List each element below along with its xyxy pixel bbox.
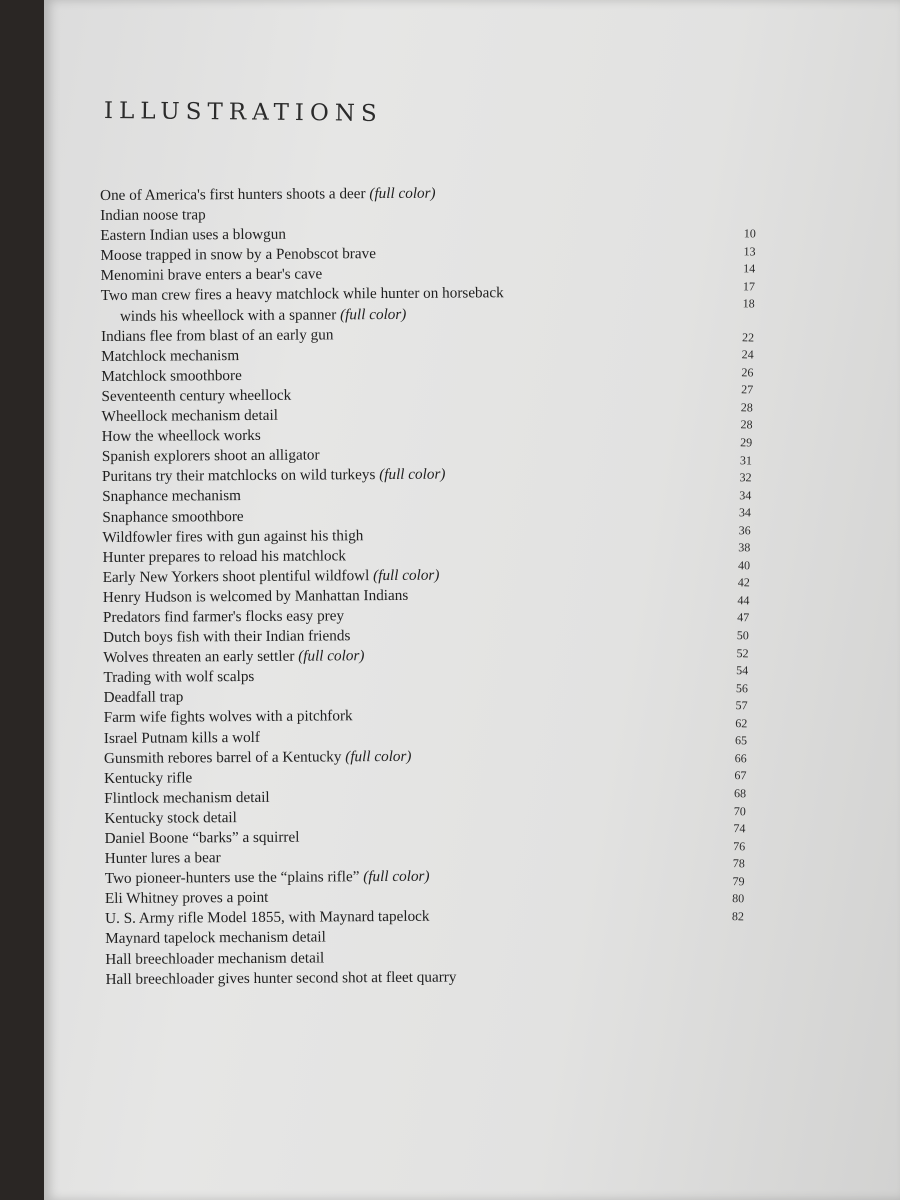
page-number: 80: [732, 891, 745, 906]
entry-label: Daniel Boone “barks” a squirrel: [104, 828, 300, 847]
page-number: 17: [742, 278, 756, 294]
page-number: 32: [739, 470, 752, 485]
entry-label: Kentucky stock detail: [104, 808, 237, 827]
entry-label: Trading with wolf scalps: [103, 668, 255, 687]
entry-label: Wheellock mechanism detail: [101, 406, 278, 426]
page-number: 50: [736, 628, 749, 643]
entry-label: U. S. Army rifle Model 1855, with Maynard tapelock: [105, 908, 430, 928]
list-item: [101, 283, 581, 327]
entry-label: Gunsmith rebores barrel of a Kentucky: [103, 747, 342, 767]
page-number: 47: [737, 610, 750, 625]
page-number: 79: [732, 873, 745, 889]
entry-label: Indians flee from blast of an early gun: [100, 326, 334, 345]
entry-label: Matchlock mechanism: [101, 346, 240, 365]
page-number: 36: [738, 522, 751, 538]
list-item: [105, 966, 585, 989]
illustrations-list: [100, 183, 586, 990]
entry-label: Eli Whitney proves a point: [104, 889, 269, 908]
page-title: ILLUSTRATIONS: [103, 98, 383, 127]
page-number: 65: [734, 733, 748, 748]
entry-label: Two pioneer-hunters use the “plains rifle”: [104, 868, 360, 888]
page-number: 70: [733, 803, 746, 818]
page-number: 34: [738, 505, 752, 520]
page-number: 42: [737, 575, 750, 590]
page-number: 24: [741, 347, 754, 362]
entry-label: Wolves threaten an early settler: [103, 647, 295, 667]
page-number: 28: [740, 400, 753, 415]
page-number: 76: [733, 838, 746, 853]
page-number: 62: [735, 715, 748, 731]
page-number: 56: [735, 680, 749, 696]
page-number: 34: [739, 487, 752, 503]
entry-label: Snaphance mechanism: [102, 487, 241, 506]
entry-label: Two man crew fires a heavy matchlock while hunter on horseback: [100, 284, 504, 305]
entry-label: Eastern Indian uses a blowgun: [100, 225, 286, 245]
entry-label: Moose trapped in snow by a Penobscot brave: [100, 245, 376, 265]
entry-label: Seventeenth century wheellock: [101, 386, 292, 405]
entry-label: Matchlock smoothbore: [101, 366, 242, 385]
entry-label: Israel Putnam kills a wolf: [103, 728, 260, 747]
page-number: 38: [738, 540, 751, 555]
page-number: 67: [734, 768, 747, 783]
entry-label: One of America's first hunters shoots a deer: [100, 185, 366, 204]
page-number: 22: [741, 329, 755, 345]
entry-label: Henry Hudson is welcomed by Manhattan Indians: [102, 586, 409, 606]
page-number: 27: [741, 382, 754, 397]
page-number: 29: [740, 435, 753, 450]
page-number: 28: [740, 417, 753, 432]
page-number: 52: [736, 645, 749, 660]
entry-label: Indian noose trap: [100, 206, 206, 225]
entry-note: (full color): [340, 305, 407, 323]
page-number: 68: [733, 786, 747, 801]
page-number: 74: [733, 821, 746, 836]
entry-note: (full color): [373, 566, 440, 584]
entry-label: Deadfall trap: [103, 688, 184, 707]
entry-label: Wildfowler fires with gun against his thigh: [102, 526, 364, 546]
page-number: 26: [741, 365, 754, 380]
entry-label: Hunter lures a bear: [104, 849, 221, 868]
book-page: [44, 0, 900, 1200]
entry-note: (full color): [298, 647, 365, 665]
page-number: 54: [736, 663, 749, 678]
entry-label: Menomini brave enters a bear's cave: [100, 265, 323, 285]
entry-note: (full color): [345, 747, 412, 765]
entry-label: Hall breechloader gives hunter second shot at fleet quarry: [105, 968, 457, 988]
entry-label: Maynard tapelock mechanism detail: [105, 928, 326, 948]
page-number: 10: [743, 226, 756, 241]
entry-label: How the wheellock works: [101, 427, 261, 446]
entry-label: Hall breechloader mechanism detail: [105, 949, 325, 968]
page-number: 40: [737, 558, 751, 573]
page-number: 78: [732, 856, 745, 871]
entry-label: Flintlock mechanism detail: [104, 788, 270, 807]
page-number: 18: [742, 296, 755, 311]
entry-note: (full color): [379, 465, 446, 484]
entry-label: Farm wife fights wolves with a pitchfork: [103, 707, 353, 727]
entry-label: Snaphance smoothbore: [102, 507, 244, 526]
entry-label: Kentucky rifle: [104, 769, 193, 787]
page-number: 14: [743, 261, 756, 276]
entry-label: Spanish explorers shoot an alligator: [101, 446, 320, 466]
page-number: 44: [737, 593, 750, 608]
entry-note: (full color): [363, 867, 430, 886]
entry-label: Puritans try their matchlocks on wild turkeys: [101, 466, 376, 486]
entry-label: Early New Yorkers shoot plentiful wildfowl: [102, 566, 370, 586]
page-number-column: [718, 225, 770, 926]
page-number: 82: [731, 908, 745, 924]
page-number: 13: [743, 243, 756, 258]
entry-continuation-text: winds his wheellock with a spanner: [119, 305, 337, 325]
page-number: 66: [734, 751, 747, 766]
page-number: 57: [735, 698, 748, 713]
entry-label: Dutch boys fish with their Indian friends: [103, 627, 351, 647]
entry-label: Hunter prepares to reload his matchlock: [102, 546, 346, 566]
page-number: 31: [739, 452, 753, 467]
entry-note: (full color): [369, 184, 436, 203]
entry-label: Predators find farmer's flocks easy prey: [102, 607, 345, 626]
